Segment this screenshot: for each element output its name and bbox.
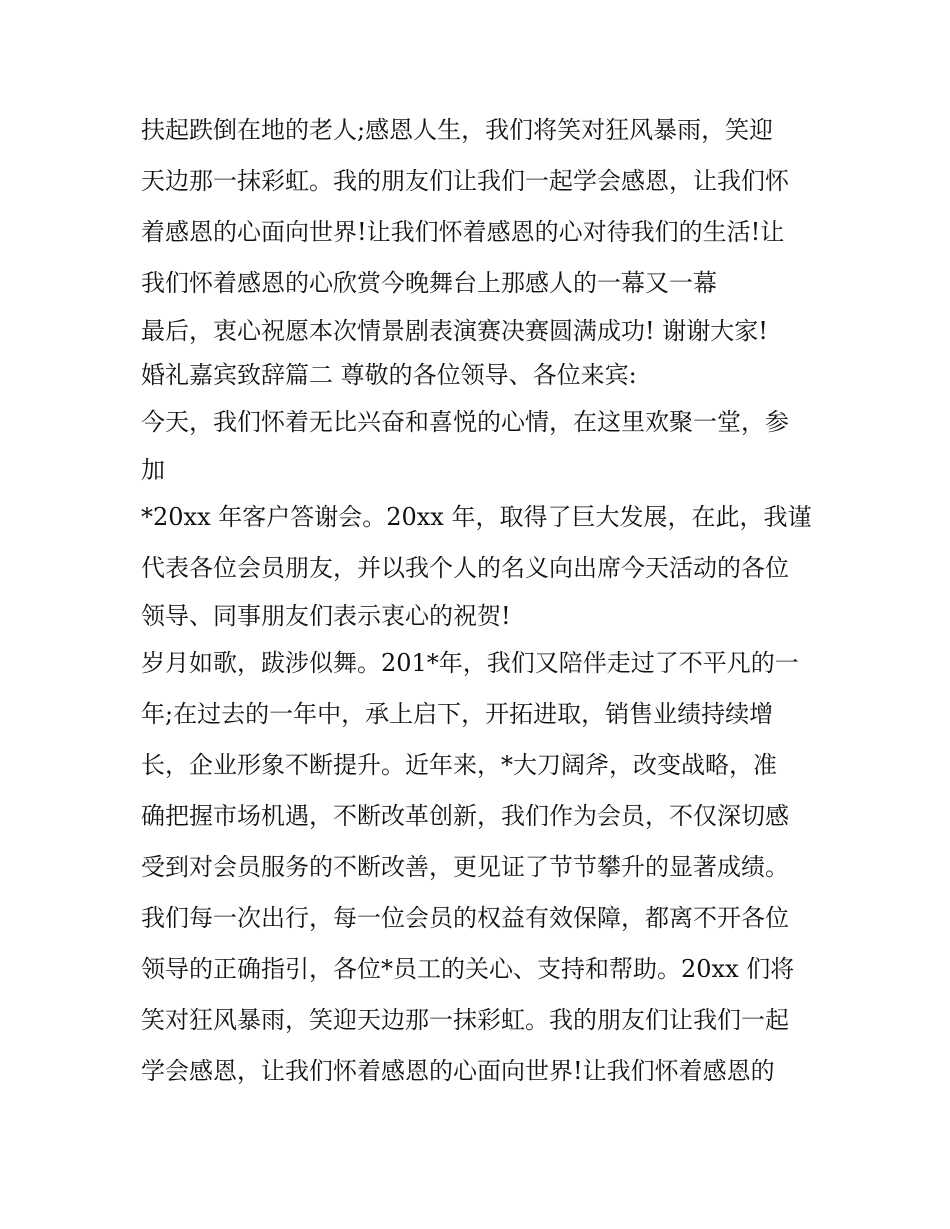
text-line: 受到对会员服务的不断改善，更见证了节节攀升的显著成绩。: [141, 853, 789, 881]
text-line: 我们每一次出行，每一位会员的权益有效保障，都离不开各位: [141, 904, 789, 932]
text-line: 笑对狂风暴雨，笑迎天边那一抹彩虹。我的朋友们让我们一起: [141, 1006, 789, 1034]
text-line: 今天，我们怀着无比兴奋和喜悦的心情，在这里欢聚一堂，参: [141, 408, 789, 436]
document-body: [141, 105, 821, 1097]
text-line: 扶起跌倒在地的老人;感恩人生，我们将笑对狂风暴雨，笑迎: [141, 116, 774, 144]
text-line: 天边那一抹彩虹。我的朋友们让我们一起学会感恩，让我们怀: [141, 167, 789, 195]
text-line: 长，企业形象不断提升。近年来，*大刀阔斧，改变战略，准: [141, 751, 777, 779]
section-heading: 婚礼嘉宾致辞篇二 尊敬的各位领导、各位来宾:: [141, 361, 637, 389]
text-line: 岁月如歌，跋涉似舞。201*年，我们又陪伴走过了不平凡的一: [141, 649, 799, 677]
text-line: 我们怀着感恩的心欣赏今晚舞台上那感人的一幕又一幕: [141, 269, 717, 297]
text-line: *20xx 年客户答谢会。20xx 年，取得了巨大发展，在此，我谨: [141, 503, 812, 531]
text-line: 最后，衷心祝愿本次情景剧表演赛决赛圆满成功! 谢谢大家!: [141, 317, 768, 345]
text-line: 领导、同事朋友们表示衷心的祝贺!: [141, 602, 511, 630]
text-line: 确把握市场机遇，不断改革创新，我们作为会员，不仅深切感: [141, 802, 789, 830]
text-line: 领导的正确指引，各位*员工的关心、支持和帮助。20xx 们将: [141, 955, 795, 983]
text-line: 着感恩的心面向世界!让我们怀着感恩的心对待我们的生活!让: [141, 218, 785, 246]
text-line: 学会感恩，让我们怀着感恩的心面向世界!让我们怀着感恩的: [141, 1057, 775, 1085]
text-line: 年;在过去的一年中，承上启下，开拓进取，销售业绩持续增: [141, 700, 774, 728]
text-line: 加: [141, 456, 165, 484]
text-line: 代表各位会员朋友，并以我个人的名义向出席今天活动的各位: [141, 554, 789, 582]
